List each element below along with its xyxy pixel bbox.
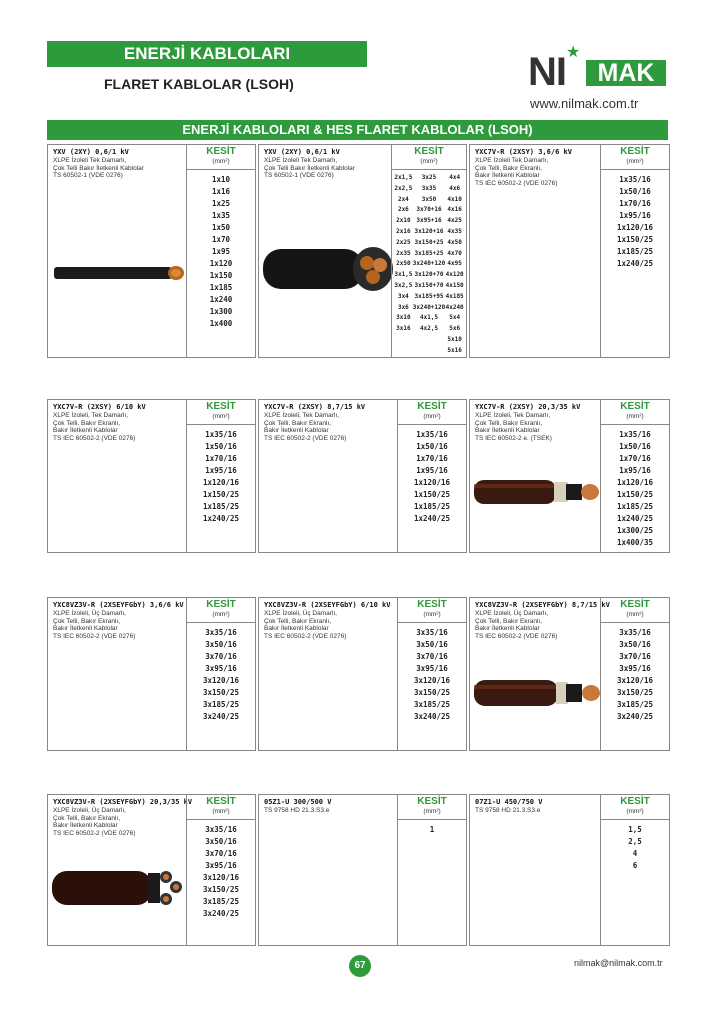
kesit-value: 3x10 (396, 314, 411, 322)
kesit-value: 4x16 (447, 206, 462, 214)
kesit-value: 1x240/25 (413, 514, 451, 523)
cable-name: YXC7V-R (2XSY) 8,7/15 kV (264, 403, 366, 411)
kesit-value: 1x95/16 (619, 466, 651, 475)
kesit-value: 1x150 (209, 271, 233, 280)
kesit-value: 1x150/25 (616, 490, 654, 499)
website-url[interactable]: www.nilmak.com.tr (530, 96, 639, 111)
kesit-value: 1x150/25 (202, 490, 240, 499)
kesit-value: 1x16 (211, 187, 231, 196)
kesit-value: 3x4 (397, 292, 409, 300)
kesit-value: 1x35/16 (619, 430, 651, 439)
cable-name: YXC7V-R (2XSY) 3,6/6 kV (475, 148, 572, 156)
kesit-column (397, 795, 466, 945)
kesit-value: 3x95+16 (416, 217, 442, 225)
kesit-value: 1x95 (211, 247, 231, 256)
cable-name: YXV (2XY) 0,6/1 kV (264, 148, 340, 156)
kesit-value: 1x35/16 (619, 175, 651, 184)
kesit-value: 2x50 (396, 260, 411, 268)
cable-description: TS 9758 HD 21.3.S3.e (264, 807, 330, 814)
section-title: ENERJİ KABLOLARI & HES FLARET KABLOLAR (LSOH) (47, 120, 668, 140)
kesit-value: 3x70/16 (205, 652, 237, 661)
cable-description: XLPE İzoleli, Üç Damarlı, Çok Telli, Bakır Ekranlı, Bakır İletkenli Kablolar TS IEC 60502-2 (VDE 0276) (53, 807, 136, 837)
page-number: 67 (349, 955, 371, 977)
kesit-value: 1x300 (209, 307, 233, 316)
kesit-value: 5x4 (449, 314, 461, 322)
kesit-value: 1x95/16 (619, 211, 651, 220)
kesit-value: 1x240 (209, 295, 233, 304)
kesit-label: KESİT (417, 599, 447, 610)
kesit-value: 1x35/16 (416, 430, 448, 439)
kesit-value: 3x120/16 (202, 873, 240, 882)
kesit-value: 3x150/25 (202, 688, 240, 697)
kesit-unit: (mm²) (212, 808, 230, 815)
kesit-column (397, 598, 466, 750)
kesit-value: 3x1,5 (394, 271, 413, 279)
cable-name: YXC8VZ3V-R (2XSEYFGbY) 8,7/15 kV (475, 601, 610, 609)
kesit-value: 3x185/25 (202, 897, 240, 906)
kesit-value: 1x300/25 (616, 526, 654, 535)
kesit-value: 3x50 (421, 195, 437, 203)
kesit-value: 1x400 (209, 319, 233, 328)
kesit-value: 3x120+70 (414, 271, 444, 279)
kesit-value: 4x2,5 (419, 325, 439, 333)
kesit-value: 3x185/25 (202, 700, 240, 709)
kesit-value: 3x120+16 (414, 227, 444, 235)
kesit-value: 1x120/16 (202, 478, 240, 487)
kesit-value: 4x95 (447, 260, 462, 268)
cable-name: YXC7V-R (2XSY) 20,3/35 kV (475, 403, 581, 411)
kesit-value: 1x150/25 (413, 490, 451, 499)
kesit-value: 1x120/16 (616, 478, 654, 487)
cable-name: YXC8VZ3V-R (2XSEYFGbY) 20,3/35 kV (53, 798, 193, 806)
kesit-value: 1x10 (211, 175, 231, 184)
kesit-value: 2x16 (396, 227, 411, 235)
cable-description: XLPE İzoleli, Tek Damarlı, Çok Telli, Bakır Ekranlı, Bakır İletkenli Kablolar TS IEC 60502-2 e. (TSEK) (475, 412, 552, 442)
contact-email[interactable]: nilmak@nilmak.com.tr (574, 958, 663, 968)
cable-card (258, 794, 467, 946)
kesit-value: 1x185/25 (616, 502, 654, 511)
kesit-label: KESİT (620, 146, 650, 157)
kesit-value: 1x95/16 (205, 466, 237, 475)
kesit-column (600, 145, 669, 357)
kesit-value: 1x50/16 (416, 442, 448, 451)
kesit-value: 4x4 (449, 174, 461, 181)
cable-name: YXC8VZ3V-R (2XSEYFGbY) 6/10 kV (264, 601, 391, 609)
kesit-unit: (mm²) (423, 808, 441, 815)
kesit-value: 1x70 (211, 235, 231, 244)
kesit-value: 3x50/16 (205, 640, 237, 649)
kesit-value: 3x95/16 (619, 664, 651, 673)
three-core-cable-image (474, 676, 602, 710)
kesit-unit: (mm²) (212, 158, 230, 165)
kesit-value: 1,5 (628, 825, 642, 834)
kesit-value: 2,5 (628, 837, 642, 846)
kesit-value: 3x185+95 (414, 292, 444, 300)
three-core-cable-image (52, 865, 186, 911)
kesit-value: 3x50/16 (619, 640, 651, 649)
kesit-value: 3x150/25 (616, 688, 654, 697)
cable-card (469, 597, 670, 751)
kesit-value: 1x70/16 (619, 454, 651, 463)
kesit-value: 3x35 (421, 184, 437, 192)
kesit-value: 3x240/25 (202, 712, 240, 721)
kesit-value: 6 (632, 861, 638, 870)
kesit-value: 1x185/25 (202, 502, 240, 511)
kesit-value: 3x2,5 (394, 281, 413, 289)
kesit-unit: (mm²) (420, 158, 438, 165)
kesit-label: KESİT (414, 146, 444, 157)
kesit-value: 4x25 (447, 217, 462, 225)
kesit-value: 5x6 (449, 325, 461, 333)
kesit-value: 1x50/16 (205, 442, 237, 451)
kesit-value: 1x185 (209, 283, 233, 292)
kesit-column (600, 598, 669, 750)
kesit-label: KESİT (206, 599, 236, 610)
kesit-value: 3x35/16 (619, 628, 651, 637)
kesit-value: 3x120/16 (202, 676, 240, 685)
cable-description: XLPE İzoleli, Üç Damarlı, Çok Telli, Bakır Ekranlı, Bakır İletkenli Kablolar TS IEC 60502-2 (VDE 0276) (475, 610, 558, 640)
kesit-column (397, 400, 466, 552)
kesit-value: 1x70/16 (619, 199, 651, 208)
kesit-value: 3x150/25 (202, 885, 240, 894)
cable-card (47, 794, 256, 946)
kesit-value: 3x50/16 (416, 640, 448, 649)
cable-card (47, 399, 256, 553)
kesit-value: 3x16 (396, 325, 411, 333)
cable-card (258, 399, 467, 553)
kesit-value: 2x10 (396, 217, 411, 225)
cable-name: 07Z1-U 450/750 V (475, 798, 543, 806)
kesit-value: 4x150 (445, 281, 464, 289)
kesit-value: 1x185/25 (616, 247, 654, 256)
kesit-value: 4x6 (449, 184, 461, 192)
page-subtitle: FLARET KABLOLAR (LSOH) (104, 76, 294, 92)
kesit-value: 1x95/16 (416, 466, 448, 475)
kesit-value: 4x1,5 (419, 314, 439, 322)
single-core-cable-image (54, 263, 186, 283)
kesit-value: 3x240+120 (412, 260, 446, 268)
kesit-value: 3x95/16 (205, 861, 237, 870)
kesit-value: 1x240/25 (616, 514, 654, 523)
kesit-column (186, 795, 255, 945)
cable-name: YXV (2XY) 0,6/1 kV (53, 148, 129, 156)
kesit-value: 3x240+120 (412, 303, 446, 311)
star-icon: ★ (566, 44, 581, 61)
kesit-unit: (mm²) (626, 413, 644, 420)
kesit-value: 3x35/16 (205, 628, 237, 637)
kesit-value: 4 (632, 849, 638, 858)
kesit-value: 1x120/16 (616, 223, 654, 232)
kesit-value: 3x240/25 (413, 712, 451, 721)
kesit-unit: (mm²) (423, 413, 441, 420)
kesit-value: 3x240/25 (202, 909, 240, 918)
cable-name: YXC7V-R (2XSY) 6/10 kV (53, 403, 146, 411)
kesit-value: 5x16 (447, 346, 462, 354)
kesit-value: 2x35 (396, 249, 411, 257)
kesit-value: 1x50/16 (619, 442, 651, 451)
cable-description: XLPE İzoleli, Üç Damarlı, Çok Telli, Bakır Ekranlı, Bakır İletkenli Kablolar TS IEC 60502-2 (VDE 0276) (264, 610, 347, 640)
kesit-label: KESİT (417, 401, 447, 412)
kesit-unit: (mm²) (626, 808, 644, 815)
kesit-value: 3x70+16 (416, 206, 442, 214)
kesit-value: 3x240/25 (616, 712, 654, 721)
cable-card (47, 144, 256, 358)
cable-card (469, 144, 670, 358)
kesit-value: 3x50/16 (205, 837, 237, 846)
cable-description: XLPE İzoleli, Üç Damarlı, Çok Telli, Bakır Ekranlı, Bakır İletkenli Kablolar TS IEC 60502-2 (VDE 0276) (53, 610, 136, 640)
cable-description: XLPE İzoleli, Tek Damarlı, Çok Telli, Bakır Ekranlı, Bakır İletkenli Kablolar TS IEC 60502-2 (VDE 0276) (264, 412, 347, 442)
cable-description: TS 9758 HD 21.3.S3.e (475, 807, 541, 814)
kesit-value: 4x10 (447, 195, 462, 203)
kesit-value: 2x4 (397, 195, 409, 203)
page-title: ENERJİ KABLOLARI (47, 41, 367, 67)
logo-right-text: MAK (586, 60, 666, 86)
kesit-value: 1x400/35 (616, 538, 654, 547)
kesit-column (186, 145, 255, 357)
multi-core-cable-image (263, 239, 393, 299)
kesit-value: 3x70/16 (619, 652, 651, 661)
kesit-value: 3x70/16 (205, 849, 237, 858)
kesit-value: 3x70/16 (416, 652, 448, 661)
cable-description: XLPE İzoleli Tek Damarlı, Çok Telli, Bakır Ekranlı, Bakır İletkenli Kablolar TS IEC 60502-2 (VDE 0276) (475, 157, 558, 187)
cable-description: XLPE İzoleli Tek Damarlı, Çok Telli Bakır İletkenli Kablolar TS 60502-1 (VDE 0276) (264, 157, 355, 179)
kesit-column (600, 400, 669, 552)
kesit-value: 1x35 (211, 211, 231, 220)
kesit-value: 5x10 (447, 335, 462, 343)
kesit-value: 3x120/16 (413, 676, 451, 685)
cable-name: 05Z1-U 300/500 V (264, 798, 332, 806)
kesit-value: 1x25 (211, 199, 231, 208)
kesit-value: 2x2,5 (394, 184, 413, 192)
nilmak-logo (528, 44, 668, 114)
kesit-value: 3x95/16 (205, 664, 237, 673)
kesit-value: 1x150/25 (616, 235, 654, 244)
kesit-value: 3x185/25 (413, 700, 451, 709)
kesit-value: 4x50 (447, 238, 462, 246)
kesit-value: 1x50 (211, 223, 231, 232)
kesit-value: 3x6 (397, 303, 409, 311)
kesit-label: KESİT (206, 401, 236, 412)
kesit-value: 4x120 (445, 271, 464, 279)
kesit-label: KESİT (620, 796, 650, 807)
kesit-value: 4x70 (447, 249, 462, 257)
kesit-unit: (mm²) (212, 413, 230, 420)
kesit-unit: (mm²) (626, 158, 644, 165)
kesit-column (600, 795, 669, 945)
kesit-value: 1x35/16 (205, 430, 237, 439)
kesit-value: 3x35/16 (205, 825, 237, 834)
kesit-value: 3x185/25 (616, 700, 654, 709)
cable-name: YXC8VZ3V-R (2XSEYFGbY) 3,6/6 kV (53, 601, 184, 609)
kesit-value: 3x185+25 (414, 249, 444, 257)
kesit-value: 1x120/16 (413, 478, 451, 487)
kesit-value: 1x120 (209, 259, 233, 268)
kesit-value: 4x185 (445, 292, 464, 300)
kesit-value: 3x150/25 (413, 688, 451, 697)
logo-left-text: NI (528, 50, 566, 94)
kesit-value: 3x35/16 (416, 628, 448, 637)
kesit-value: 1x70/16 (205, 454, 237, 463)
kesit-value: 3x150+25 (414, 238, 444, 246)
kesit-value: 1x240/25 (202, 514, 240, 523)
cable-description: XLPE İzoleli, Tek Damarlı, Çok Telli, Bakır Ekranlı, Bakır İletkenli Kablolar TS IEC 60502-2 (VDE 0276) (53, 412, 136, 442)
cable-card (469, 399, 670, 553)
kesit-value: 4x240 (445, 303, 464, 311)
kesit-value: 3x25 (421, 174, 437, 181)
kesit-value: 2x6 (397, 206, 409, 214)
kesit-value: 3x120/16 (616, 676, 654, 685)
kesit-unit: (mm²) (212, 611, 230, 618)
kesit-value: 1x240/25 (616, 259, 654, 268)
kesit-value: 2x25 (396, 238, 411, 246)
kesit-label: KESİT (417, 796, 447, 807)
kesit-value: 1x185/25 (413, 502, 451, 511)
kesit-value: 1 (429, 825, 435, 834)
kesit-label: KESİT (206, 146, 236, 157)
kesit-unit: (mm²) (626, 611, 644, 618)
kesit-label: KESİT (620, 401, 650, 412)
kesit-value: 1x50/16 (619, 187, 651, 196)
kesit-column (186, 400, 255, 552)
kesit-column (186, 598, 255, 750)
kesit-label: KESİT (206, 796, 236, 807)
kesit-column (391, 145, 466, 357)
kesit-label: KESİT (620, 599, 650, 610)
medium-voltage-cable-image (474, 476, 602, 508)
cable-card (258, 144, 467, 358)
kesit-value: 3x95/16 (416, 664, 448, 673)
kesit-value: 3x150+70 (414, 281, 444, 289)
kesit-value: 4x35 (447, 227, 462, 235)
kesit-value: 1x70/16 (416, 454, 448, 463)
cable-card (469, 794, 670, 946)
cable-description: XLPE İzoleli Tek Damarlı, Çok Telli Bakır İletkenli Kablolar TS 60502-1 (VDE 0276) (53, 157, 144, 179)
cable-card (258, 597, 467, 751)
kesit-value: 2x1,5 (394, 174, 413, 181)
cable-card (47, 597, 256, 751)
kesit-unit: (mm²) (423, 611, 441, 618)
